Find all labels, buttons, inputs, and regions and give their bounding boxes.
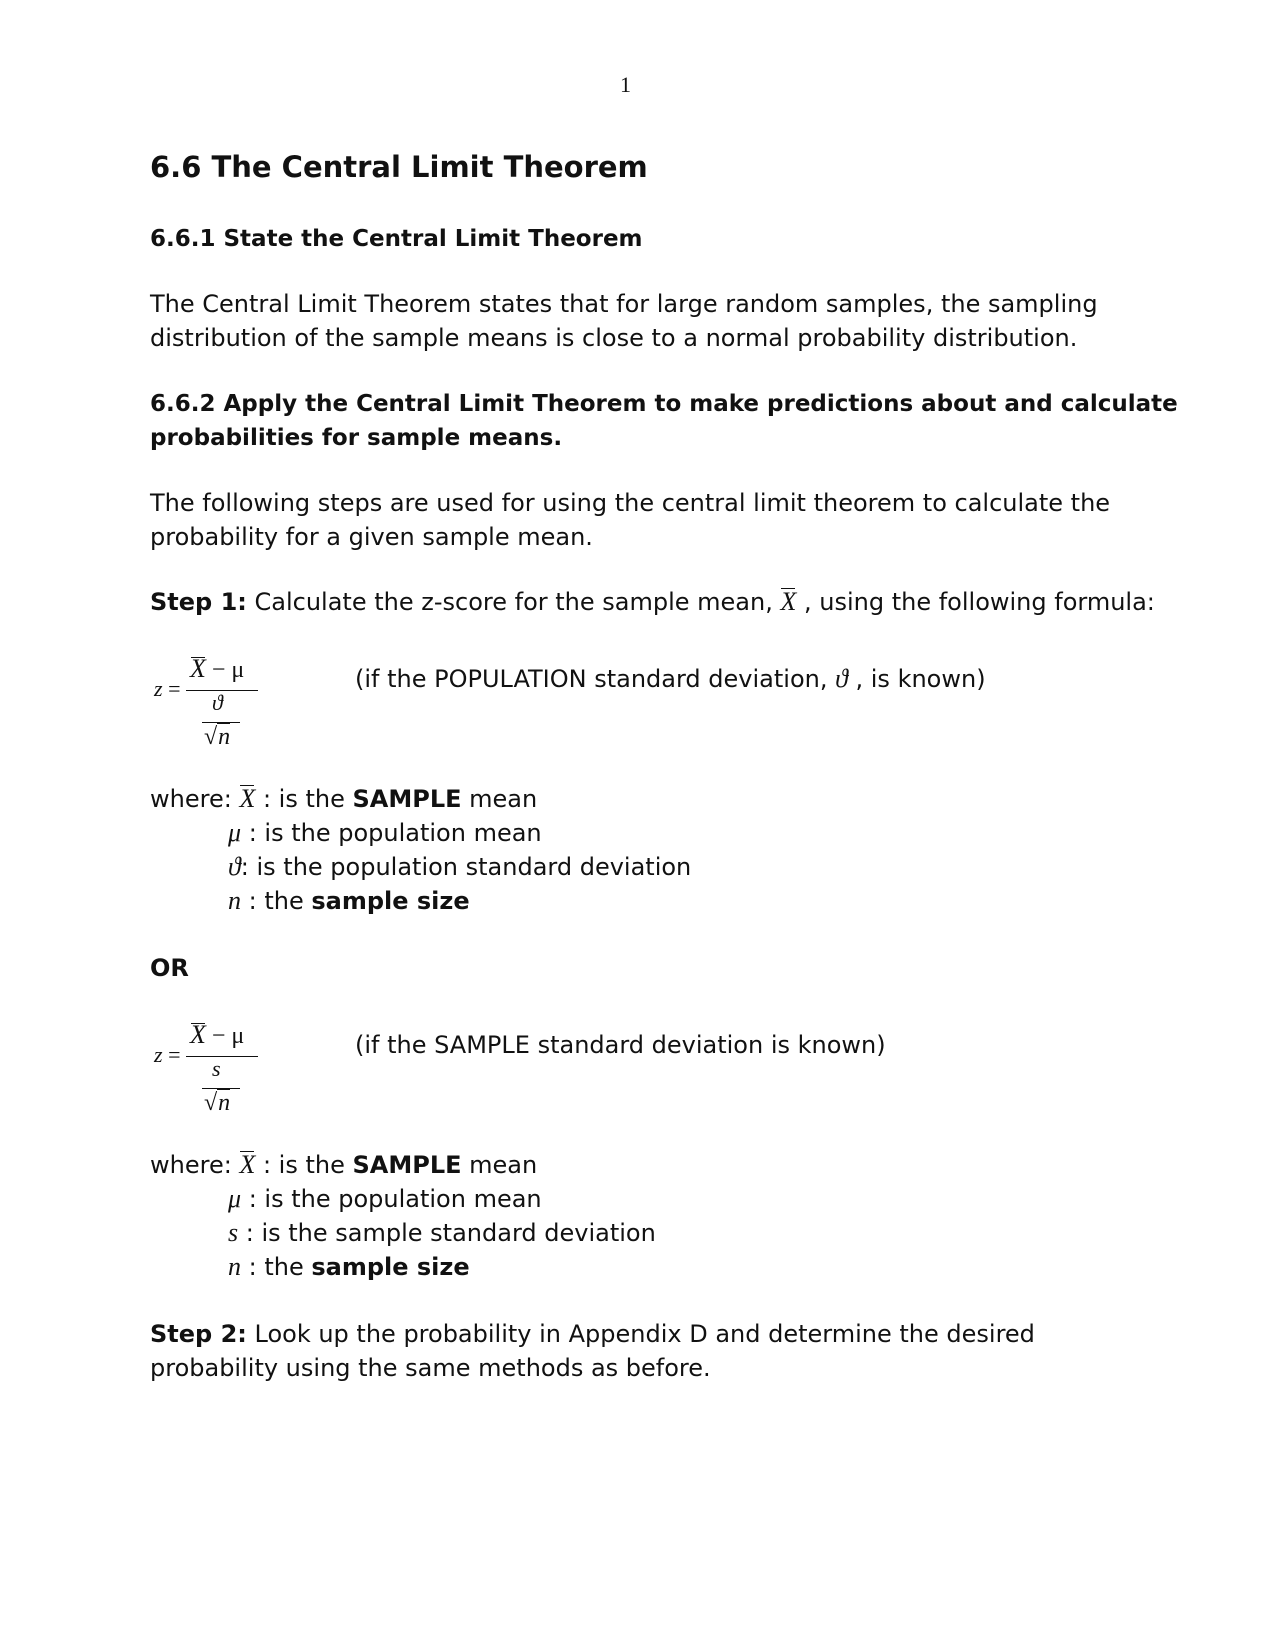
equals-sign: =	[162, 1042, 181, 1067]
definition-text: mean	[461, 785, 538, 813]
formula-denominator-sigma: ϑ	[212, 690, 223, 715]
formula-denominator-s: s	[212, 1056, 221, 1081]
mu-symbol: μ	[228, 818, 242, 847]
or-label: OR	[150, 954, 189, 982]
sqrt-n	[204, 724, 230, 751]
text-line	[150, 1317, 1035, 1351]
definition-text: : the	[241, 1253, 312, 1281]
z-symbol: z	[154, 676, 163, 701]
s-symbol: s	[228, 1218, 239, 1247]
x-bar-symbol: X	[780, 585, 796, 619]
mu-symbol: μ	[228, 1184, 242, 1213]
where-label: where:	[150, 785, 240, 813]
fraction-bar	[186, 1056, 258, 1057]
definition-text: : is the	[255, 785, 353, 813]
section-title: 6.6 The Central Limit Theorem	[150, 150, 648, 184]
n-symbol: n	[218, 724, 231, 750]
sqrt-sign: √	[204, 1090, 218, 1116]
note-text: (if the POPULATION standard deviation,	[355, 665, 836, 693]
formula-numerator	[190, 654, 244, 684]
x-bar-symbol: X	[190, 1020, 206, 1049]
x-bar-symbol: X	[190, 654, 206, 683]
text-line: probability for a given sample mean.	[150, 523, 593, 551]
definition-mu	[150, 816, 691, 850]
z-score-formula-sample	[150, 1020, 260, 1130]
step-1	[150, 585, 1155, 619]
sqrt-n	[204, 1090, 230, 1117]
step-1-text: Calculate the z-score for the sample mean,	[246, 588, 781, 616]
z-score-formula-population	[150, 654, 260, 764]
equals-sign: =	[162, 676, 181, 701]
steps-intro	[150, 486, 1110, 554]
definition-text: : is the	[255, 1151, 353, 1179]
page-number: 1	[620, 72, 631, 97]
z-symbol: z	[154, 1042, 163, 1067]
n-symbol: n	[218, 1090, 231, 1116]
sqrt-sign: √	[204, 724, 218, 750]
x-bar-symbol: X	[239, 1148, 255, 1182]
population-definitions	[150, 782, 691, 918]
definition-x-bar	[150, 1148, 656, 1182]
formula-population-note	[355, 662, 986, 696]
definition-text: : is the population mean	[241, 819, 542, 847]
subsection-heading-6-6-2	[150, 387, 1178, 455]
bold-term: SAMPLE	[352, 1151, 462, 1179]
definition-text: : is the sample standard deviation	[238, 1219, 656, 1247]
definition-s	[150, 1216, 656, 1250]
definition-sigma	[150, 850, 691, 884]
text-line: distribution of the sample means is close to a normal probability distribution.	[150, 324, 1078, 352]
definition-mu	[150, 1182, 656, 1216]
formula-numerator	[190, 1020, 244, 1050]
text-line: The following steps are used for using the central limit theorem to calculate the	[150, 489, 1111, 517]
subsection-heading-6-6-1: 6.6.1 State the Central Limit Theorem	[150, 226, 643, 252]
definition-text: : the	[241, 887, 312, 915]
clt-definition	[150, 287, 1098, 355]
z-label	[154, 676, 180, 702]
sigma-symbol: ϑ	[835, 664, 848, 693]
heading-line: probabilities for sample means.	[150, 425, 563, 451]
step-2-label: Step 2:	[150, 1320, 247, 1348]
step-2	[150, 1317, 1035, 1385]
definition-n	[150, 884, 691, 918]
definition-text: mean	[461, 1151, 538, 1179]
definition-text: : is the population standard deviation	[240, 853, 692, 881]
minus-mu: − μ	[205, 1023, 245, 1049]
n-symbol: n	[228, 1252, 241, 1281]
z-label	[154, 1042, 180, 1068]
formula-sample-note: (if the SAMPLE standard deviation is known)	[355, 1031, 886, 1059]
note-text-end: , is known)	[847, 665, 986, 693]
bold-term: SAMPLE	[352, 785, 462, 813]
step-1-text-end: , using the following formula:	[796, 588, 1155, 616]
where-label: where:	[150, 1151, 240, 1179]
x-bar-symbol: X	[239, 782, 255, 816]
step-2-text: Look up the probability in Appendix D and determine the desired	[246, 1320, 1035, 1348]
definition-text: : is the population mean	[241, 1185, 542, 1213]
text-line: probability using the same methods as before.	[150, 1354, 711, 1382]
n-symbol: n	[228, 886, 241, 915]
minus-mu: − μ	[205, 657, 245, 683]
definition-n	[150, 1250, 656, 1284]
bold-term: sample size	[311, 1253, 470, 1281]
sample-definitions	[150, 1148, 656, 1284]
sigma-symbol: ϑ	[228, 852, 241, 881]
text-line: The Central Limit Theorem states that for large random samples, the sampling	[150, 290, 1098, 318]
bold-term: sample size	[311, 887, 470, 915]
step-1-label: Step 1:	[150, 588, 247, 616]
heading-line: 6.6.2 Apply the Central Limit Theorem to make predictions about and calculate	[150, 391, 1178, 417]
definition-x-bar	[150, 782, 691, 816]
